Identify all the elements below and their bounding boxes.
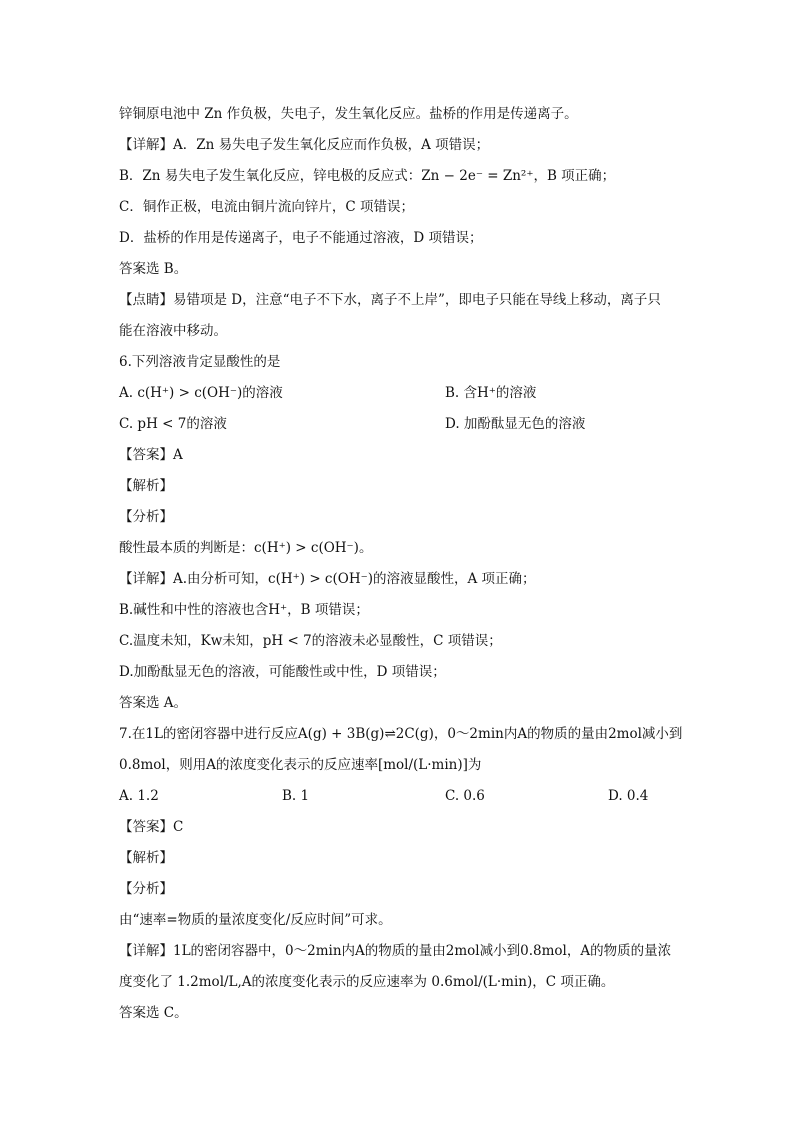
question-7-stem: 7.在1L的密闭容器中进行反应A(g) + 3B(g)⇌2C(g)，0～2min内A的物质的量由2mol减小到 <box>119 726 683 742</box>
q7-option-c: C. 0.6 <box>445 788 485 804</box>
q7-analysis-heading: 【解析】 <box>119 850 173 866</box>
q7-option-a: A. 1.2 <box>119 788 159 804</box>
q7-option-d: D. 0.4 <box>608 788 649 804</box>
text-line: 答案选 C。 <box>119 1005 188 1021</box>
text-line: 由“速率=物质的量浓度变化/反应时间”可求。 <box>119 912 392 928</box>
text-line: B．Zn 易失电子发生氧化反应，锌电极的反应式：Zn − 2e⁻ = Zn²⁺，B 项正确； <box>119 168 616 184</box>
text-line: C．铜作正极，电流由铜片流向锌片，C 项错误； <box>119 199 414 215</box>
text-line: 答案选 B。 <box>119 261 188 277</box>
q6-answer: 【答案】A <box>119 447 183 463</box>
text-line: C.温度未知，Kw未知，pH < 7的溶液未必显酸性，C 项错误； <box>119 633 502 649</box>
q6-option-b: B. 含H⁺的溶液 <box>445 385 537 401</box>
q7-option-b: B. 1 <box>282 788 310 804</box>
question-7-stem-cont: 0.8mol，则用A的浓度变化表示的反应速率[mol/(L·min)]为 <box>119 757 482 773</box>
text-line: B.碱性和中性的溶液也含H⁺，B 项错误； <box>119 602 369 618</box>
q6-option-a: A. c(H⁺) > c(OH⁻)的溶液 <box>119 385 283 401</box>
q6-option-c: C. pH < 7的溶液 <box>119 416 227 432</box>
q7-answer: 【答案】C <box>119 819 184 835</box>
text-line: 【详解】A.由分析可知，c(H⁺) > c(OH⁻)的溶液显酸性，A 项正确； <box>119 571 536 587</box>
text-line: 【点睛】易错项是 D，注意“电子不下水，离子不上岸”，即电子只能在导线上移动，离子只 <box>119 292 661 308</box>
text-line: 锌铜原电池中 Zn 作负极，失电子，发生氧化反应。盐桥的作用是传递离子。 <box>119 106 578 122</box>
q6-analysis-heading: 【解析】 <box>119 478 173 494</box>
text-line: 能在溶液中移动。 <box>119 323 227 339</box>
text-line: 【详解】1L的密闭容器中，0～2min内A的物质的量由2mol减小到0.8mol，A的物质的量浓 <box>119 943 672 959</box>
q6-option-d: D. 加酚酞显无色的溶液 <box>445 416 586 432</box>
text-line: 度变化了 1.2mol/L,A的浓度变化表示的反应速率为 0.6mol/(L·min)，C 项正确。 <box>119 974 615 990</box>
q6-fenxi-heading: 【分析】 <box>119 509 173 525</box>
q7-fenxi-heading: 【分析】 <box>119 881 173 897</box>
text-line: D．盐桥的作用是传递离子，电子不能通过溶液，D 项错误； <box>119 230 483 246</box>
question-6-stem: 6.下列溶液肯定显酸性的是 <box>119 354 281 370</box>
text-line: 答案选 A。 <box>119 695 188 711</box>
text-line: 酸性最本质的判断是：c(H⁺) > c(OH⁻)。 <box>119 540 373 556</box>
text-line: D.加酚酞显无色的溶液，可能酸性或中性，D 项错误； <box>119 664 446 680</box>
text-line: 【详解】A．Zn 易失电子发生氧化反应而作负极，A 项错误； <box>119 137 490 153</box>
